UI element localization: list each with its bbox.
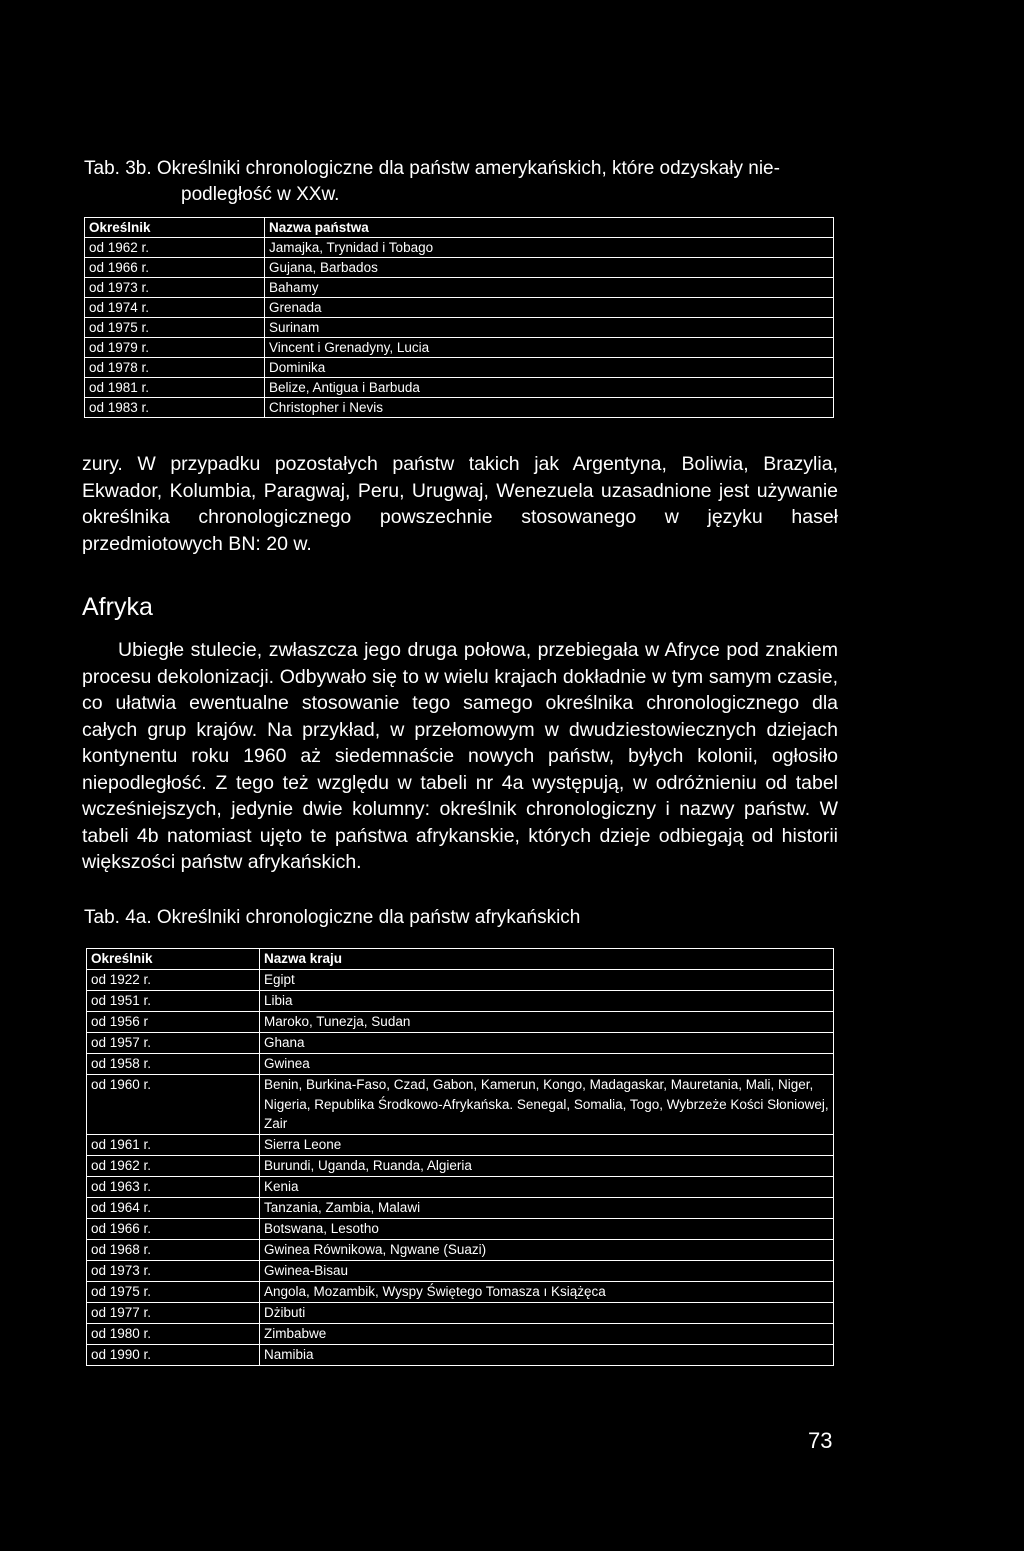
country-cell: Namibia <box>260 1344 834 1365</box>
country-cell: Dżibuti <box>260 1302 834 1323</box>
table-row <box>87 1012 834 1033</box>
country-cell: Surinam <box>265 318 834 338</box>
country-cell: Sierra Leone <box>260 1134 834 1155</box>
date-cell: od 1975 r. <box>87 1281 260 1302</box>
country-cell: Vincent i Grenadyny, Lucia <box>265 338 834 358</box>
date-cell: Określnik <box>87 949 260 970</box>
country-cell: Belize, Antigua i Barbuda <box>265 378 834 398</box>
country-cell: Gwinea-Bisau <box>260 1260 834 1281</box>
country-cell: Dominika <box>265 358 834 378</box>
date-cell: od 1978 r. <box>85 358 265 378</box>
page-number: 73 <box>808 1428 833 1453</box>
date-cell: od 1966 r. <box>85 258 265 278</box>
date-cell: od 1973 r. <box>85 278 265 298</box>
paragraph-africa: Ubiegłe stulecie, zwłaszcza jego druga połowa, przebiegała w Afryce pod znakiem procesu dekolonizacji. Odbywało się to w wielu krajach dokładnie w tym samym czasie, co ułatwia ewentualne stosowanie tego samego określnika chronologicznego dla całych grup krajów. Na przykład, w przełomowym w dwudziestowiecznych dziejach kontynentu roku 1960 aż siedemnaście nowych państw, byłych kolonii, ogłosiło niepodległość. Z tego też względu w tabeli nr 4a występują, w odróżnieniu od tabel wcześniejszych, jedynie dwie kolumny: określnik chronologiczny i nazwy państw. W tabeli 4b natomiast ujęto te państwa afrykanskie, których dzieje odbiegają od historii większości państw afrykańskich. <box>82 639 838 873</box>
table-row <box>87 1197 834 1218</box>
country-cell: Jamajka, Trynidad i Tobago <box>265 238 834 258</box>
table-row <box>87 1176 834 1197</box>
table-header-row <box>87 949 834 970</box>
table-row <box>87 1302 834 1323</box>
date-cell: od 1974 r. <box>85 298 265 318</box>
country-cell: Benin, Burkina-Faso, Czad, Gabon, Kamerun, Kongo, Madagaskar, Mauretania, Mali, Niger, Nigeria, Republika Środkowo-Afrykańska. Senegal, Somalia, Togo, Wybrzeże Kości Słoniowej, Zair <box>260 1075 834 1135</box>
table-row <box>85 258 834 278</box>
date-cell: od 1966 r. <box>87 1218 260 1239</box>
table-3b <box>84 217 834 418</box>
table-row <box>87 1344 834 1365</box>
table-row <box>87 1033 834 1054</box>
table-3b-caption <box>84 156 844 208</box>
section-heading-afryka: Afryka <box>82 593 153 621</box>
table-row <box>85 298 834 318</box>
table-row <box>87 1218 834 1239</box>
country-cell: Ghana <box>260 1033 834 1054</box>
date-cell: od 1975 r. <box>85 318 265 338</box>
date-cell: od 1977 r. <box>87 1302 260 1323</box>
country-cell: Tanzania, Zambia, Malawi <box>260 1197 834 1218</box>
table-row <box>87 991 834 1012</box>
table-row <box>85 238 834 258</box>
country-cell: Zimbabwe <box>260 1323 834 1344</box>
table-row <box>87 1323 834 1344</box>
date-cell: od 1960 r. <box>87 1075 260 1135</box>
date-cell: od 1956 r <box>87 1012 260 1033</box>
country-cell: Gwinea Równikowa, Ngwane (Suazi) <box>260 1239 834 1260</box>
date-cell: Określnik <box>85 218 265 238</box>
date-cell: od 1962 r. <box>87 1155 260 1176</box>
country-cell: Egipt <box>260 970 834 991</box>
paragraph-other-states: zury. W przypadku pozostałych państw takich jak Argentyna, Boliwia, Brazylia, Ekwador, Kolumbia, Paragwaj, Peru, Urugwaj, Wenezuela uzasadnione jest używanie określnika chronologicznego powszechnie stosowanego w języku haseł przedmiotowych BN: 20 w. <box>82 453 838 555</box>
country-cell: Burundi, Uganda, Ruanda, Algieria <box>260 1155 834 1176</box>
date-cell: od 1973 r. <box>87 1260 260 1281</box>
table-row <box>85 358 834 378</box>
country-cell: Kenia <box>260 1176 834 1197</box>
date-cell: od 1962 r. <box>85 238 265 258</box>
country-cell: Nazwa państwa <box>265 218 834 238</box>
country-cell: Angola, Mozambik, Wyspy Świętego Tomasza ı Książęca <box>260 1281 834 1302</box>
table-row <box>87 1134 834 1155</box>
date-cell: od 1922 r. <box>87 970 260 991</box>
date-cell: od 1958 r. <box>87 1054 260 1075</box>
table-4a <box>86 948 834 1366</box>
country-cell: Gujana, Barbados <box>265 258 834 278</box>
date-cell: od 1979 r. <box>85 338 265 358</box>
date-cell: od 1951 r. <box>87 991 260 1012</box>
country-cell: Gwinea <box>260 1054 834 1075</box>
country-cell: Bahamy <box>265 278 834 298</box>
table-row <box>87 1155 834 1176</box>
table-row <box>85 318 834 338</box>
table-3b-caption-line1: Tab. 3b. Określniki chronologiczne dla państw amerykańskich, które odzyskały nie- <box>84 158 780 179</box>
date-cell: od 1964 r. <box>87 1197 260 1218</box>
country-cell: Christopher i Nevis <box>265 398 834 418</box>
table-row <box>85 398 834 418</box>
table-row <box>85 278 834 298</box>
table-row <box>87 1260 834 1281</box>
table-row <box>87 1281 834 1302</box>
date-cell: od 1983 r. <box>85 398 265 418</box>
country-cell: Botswana, Lesotho <box>260 1218 834 1239</box>
table-row <box>87 1239 834 1260</box>
table-row <box>87 970 834 991</box>
table-row <box>87 1075 834 1135</box>
table-row <box>85 338 834 358</box>
country-cell: Nazwa kraju <box>260 949 834 970</box>
table-row <box>85 378 834 398</box>
date-cell: od 1990 r. <box>87 1344 260 1365</box>
date-cell: od 1957 r. <box>87 1033 260 1054</box>
date-cell: od 1963 r. <box>87 1176 260 1197</box>
country-cell: Libia <box>260 991 834 1012</box>
date-cell: od 1980 r. <box>87 1323 260 1344</box>
table-row <box>87 1054 834 1075</box>
table-4a-caption: Tab. 4a. Określniki chronologiczne dla państw afrykańskich <box>84 907 581 928</box>
table-3b-caption-line2: podległość w XXw. <box>181 184 340 205</box>
country-cell: Grenada <box>265 298 834 318</box>
table-header-row <box>85 218 834 238</box>
date-cell: od 1961 r. <box>87 1134 260 1155</box>
date-cell: od 1968 r. <box>87 1239 260 1260</box>
date-cell: od 1981 r. <box>85 378 265 398</box>
country-cell: Maroko, Tunezja, Sudan <box>260 1012 834 1033</box>
